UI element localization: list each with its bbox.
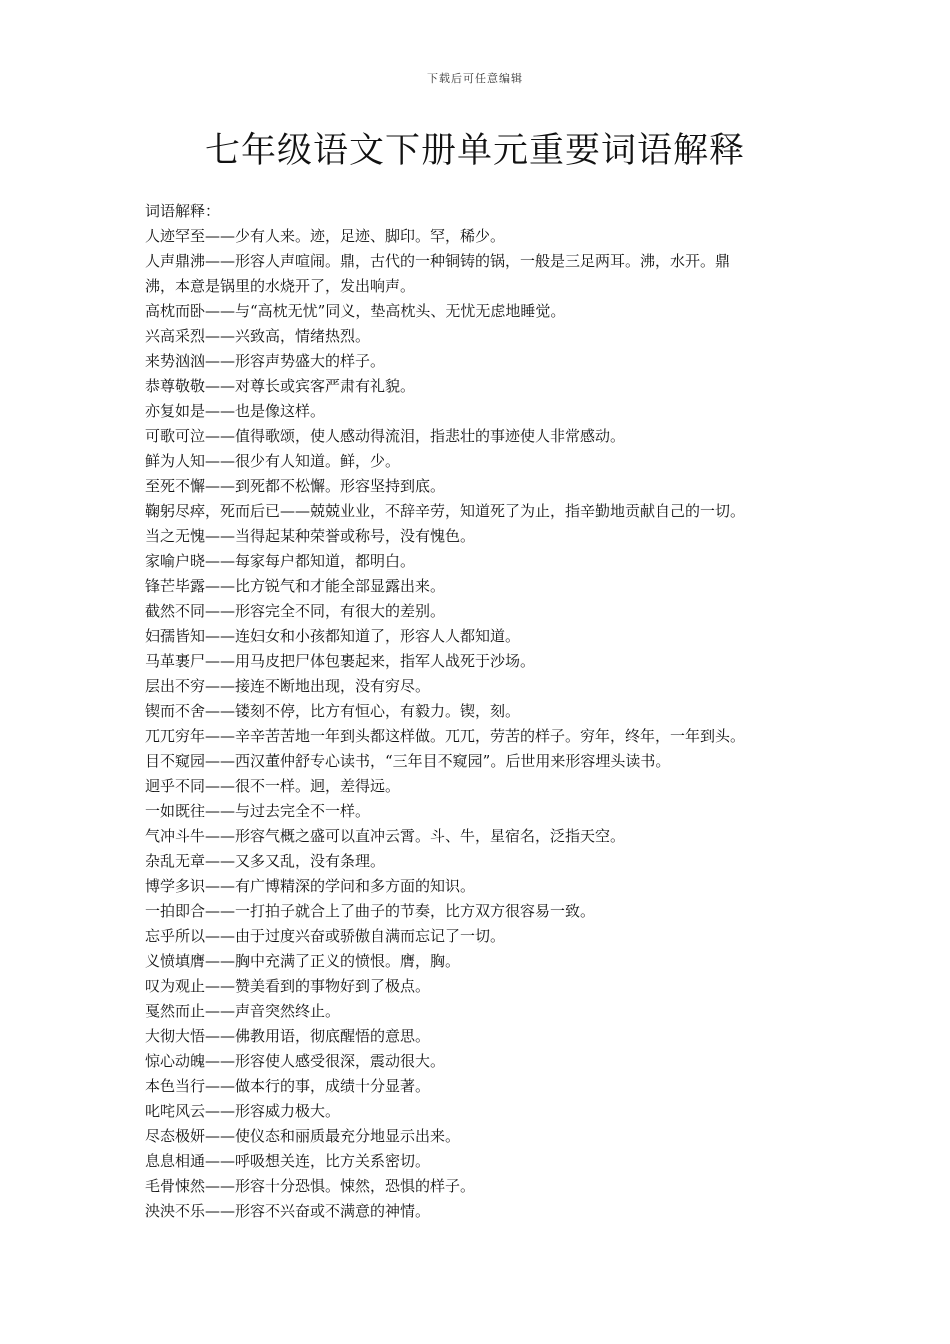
entry-line: 沸，本意是锅里的水烧开了，发出响声。 bbox=[145, 277, 416, 295]
entry-line: 杂乱无章——又多又乱，没有条理。 bbox=[145, 852, 386, 870]
vocabulary-entry bbox=[145, 224, 825, 249]
entry-line: 高枕而卧——与“高枕无忧”同义，垫高枕头、无忧无虑地睡觉。 bbox=[145, 302, 566, 320]
entry-line: 亦复如是——也是像这样。 bbox=[145, 402, 326, 420]
entry-line: 人迹罕至——少有人来。迹，足迹、脚印。罕，稀少。 bbox=[145, 227, 506, 245]
entry-line: 鞠躬尽瘁，死而后已——兢兢业业，不辞辛劳，知道死了为止，指辛勤地贡献自己的一切。 bbox=[145, 502, 746, 520]
entry-line: 义愤填膺——胸中充满了正义的愤恨。膺，胸。 bbox=[145, 952, 461, 970]
entry-line: 尽态极妍——使仪态和丽质最充分地显示出来。 bbox=[145, 1127, 461, 1145]
entry-line: 一拍即合——一打拍子就合上了曲子的节奏，比方双方很容易一致。 bbox=[145, 902, 596, 920]
entry-line: 忘乎所以——由于过度兴奋或骄傲自满而忘记了一切。 bbox=[145, 927, 506, 945]
vocabulary-entry bbox=[145, 399, 825, 424]
entry-line: 惊心动魄——形容使人感受很深，震动很大。 bbox=[145, 1052, 446, 1070]
vocabulary-entry bbox=[145, 474, 825, 499]
vocabulary-entry bbox=[145, 349, 825, 374]
vocabulary-entry bbox=[145, 524, 825, 549]
entry-line: 兀兀穷年——辛辛苦苦地一年到头都这样做。兀兀，劳苦的样子。穷年，终年，一年到头。 bbox=[145, 727, 746, 745]
entry-line: 泱泱不乐——形容不兴奋或不满意的神情。 bbox=[145, 1202, 431, 1220]
vocabulary-entry bbox=[145, 699, 825, 724]
vocabulary-entry bbox=[145, 1124, 825, 1149]
entry-line: 家喻户晓——每家每户都知道，都明白。 bbox=[145, 552, 416, 570]
entry-line: 气冲斗牛——形容气概之盛可以直冲云霄。斗、牛，星宿名，泛指天空。 bbox=[145, 827, 626, 845]
entry-line: 来势汹汹——形容声势盛大的样子。 bbox=[145, 352, 386, 370]
entry-line: 本色当行——做本行的事，成绩十分显著。 bbox=[145, 1077, 431, 1095]
vocabulary-entry bbox=[145, 1199, 825, 1224]
entry-line: 至死不懈——到死都不松懈。形容坚持到底。 bbox=[145, 477, 446, 495]
vocabulary-entry bbox=[145, 549, 825, 574]
vocabulary-entry bbox=[145, 574, 825, 599]
page-title: 七年级语文下册单元重要词语解释 bbox=[204, 131, 745, 171]
section-label: 词语解释： bbox=[145, 202, 221, 220]
entry-line: 妇孺皆知——连妇女和小孩都知道了，形容人人都知道。 bbox=[145, 627, 521, 645]
document-body bbox=[145, 199, 825, 1224]
vocabulary-entry bbox=[145, 499, 825, 524]
entry-list bbox=[145, 224, 825, 1224]
entry-line: 息息相通——呼吸想关连，比方关系密切。 bbox=[145, 1152, 431, 1170]
entry-line: 当之无愧——当得起某种荣誉或称号，没有愧色。 bbox=[145, 527, 476, 545]
entry-line: 恭尊敬敬——对尊长或宾客严肃有礼貌。 bbox=[145, 377, 416, 395]
vocabulary-entry bbox=[145, 974, 825, 999]
vocabulary-entry bbox=[145, 1174, 825, 1199]
entry-line: 层出不穷——接连不断地出现，没有穷尽。 bbox=[145, 677, 431, 695]
vocabulary-entry bbox=[145, 799, 825, 824]
vocabulary-entry bbox=[145, 724, 825, 749]
vocabulary-entry bbox=[145, 924, 825, 949]
vocabulary-entry bbox=[145, 249, 825, 299]
entry-line: 兴高采烈——兴致高，情绪热烈。 bbox=[145, 327, 371, 345]
vocabulary-entry bbox=[145, 749, 825, 774]
entry-line: 戛然而止——声音突然终止。 bbox=[145, 1002, 341, 1020]
vocabulary-entry bbox=[145, 299, 825, 324]
vocabulary-entry bbox=[145, 324, 825, 349]
vocabulary-entry bbox=[145, 849, 825, 874]
entry-line: 截然不同——形容完全不同，有很大的差别。 bbox=[145, 602, 446, 620]
vocabulary-entry bbox=[145, 424, 825, 449]
vocabulary-entry bbox=[145, 874, 825, 899]
entry-line: 锋芒毕露——比方锐气和才能全部显露出来。 bbox=[145, 577, 446, 595]
vocabulary-entry bbox=[145, 624, 825, 649]
vocabulary-entry bbox=[145, 774, 825, 799]
vocabulary-entry bbox=[145, 1074, 825, 1099]
vocabulary-entry bbox=[145, 449, 825, 474]
vocabulary-entry bbox=[145, 824, 825, 849]
vocabulary-entry bbox=[145, 1149, 825, 1174]
entry-line: 人声鼎沸——形容人声喧闹。鼎，古代的一种铜铸的锅，一般是三足两耳。沸，水开。鼎 bbox=[145, 252, 731, 270]
entry-line: 迥乎不同——很不一样。迥，差得远。 bbox=[145, 777, 401, 795]
entry-line: 一如既往——与过去完全不一样。 bbox=[145, 802, 371, 820]
vocabulary-entry bbox=[145, 1049, 825, 1074]
vocabulary-entry bbox=[145, 374, 825, 399]
entry-line: 叱咤风云——形容威力极大。 bbox=[145, 1102, 341, 1120]
entry-line: 大彻大悟——佛教用语，彻底醒悟的意思。 bbox=[145, 1027, 431, 1045]
vocabulary-entry bbox=[145, 1024, 825, 1049]
entry-line: 目不窥园——西汉董仲舒专心读书，“三年目不窥园”。后世用来形容埋头读书。 bbox=[145, 752, 671, 770]
vocabulary-entry bbox=[145, 1099, 825, 1124]
vocabulary-entry bbox=[145, 649, 825, 674]
vocabulary-entry bbox=[145, 999, 825, 1024]
vocabulary-entry bbox=[145, 599, 825, 624]
entry-line: 可歌可泣——值得歌颂，使人感动得流泪，指悲壮的事迹使人非常感动。 bbox=[145, 427, 626, 445]
vocabulary-entry bbox=[145, 899, 825, 924]
entry-line: 博学多识——有广博精深的学问和多方面的知识。 bbox=[145, 877, 476, 895]
vocabulary-entry bbox=[145, 949, 825, 974]
header-note: 下载后可任意编辑 bbox=[427, 72, 523, 85]
vocabulary-entry bbox=[145, 674, 825, 699]
entry-line: 马革裹尸——用马皮把尸体包裹起来，指军人战死于沙场。 bbox=[145, 652, 536, 670]
entry-line: 毛骨悚然——形容十分恐惧。悚然，恐惧的样子。 bbox=[145, 1177, 476, 1195]
entry-line: 鲜为人知——很少有人知道。鲜，少。 bbox=[145, 452, 401, 470]
entry-line: 锲而不舍——镂刻不停，比方有恒心，有毅力。锲，刻。 bbox=[145, 702, 521, 720]
entry-line: 叹为观止——赞美看到的事物好到了极点。 bbox=[145, 977, 431, 995]
